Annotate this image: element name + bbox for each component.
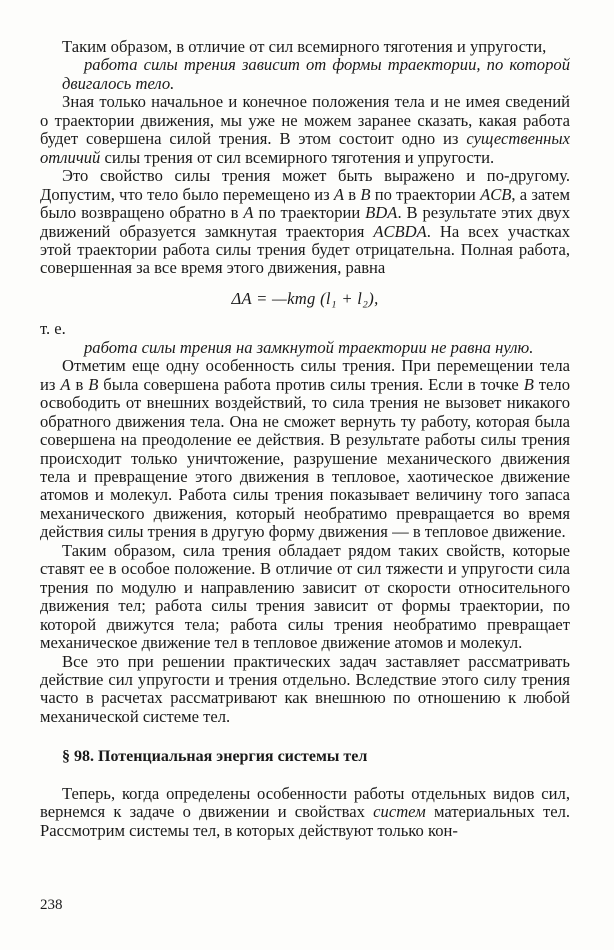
italic-statement-1: работа силы трения зависит от формы траектории, по которой двигалось тело. <box>62 55 570 93</box>
paragraph-3-text-b: в <box>344 184 361 204</box>
point-b: B <box>360 184 371 204</box>
paragraph-6: Таким образом, сила трения обладает рядом таких свойств, которые ставят ее в особое положение. В отличие от сил тяжести и упругости сила трения по модулю и направлению зависит от скорости относительного движения тел; работа силы трения зависит от формы траектории, по которой движутся тела; работа силы трения необратимо превращает механическое движение тел в тепловое движение атомов и молекул. <box>40 540 570 653</box>
trajectory-acbda: ACBDA <box>373 221 427 241</box>
trajectory-bda: BDA <box>365 203 398 223</box>
body-text <box>40 38 570 840</box>
paragraph-5-text-d: тело освободить от внешних воздействий, то сила трения не вызовет никакого обратного движения тела. Она не сможет вернуть ту работу, которая была совершена на преодоление ее действия. В результате работы силы трения происходит только уничтожение, разрушение механического движения тела и превращение этого движения в тепловое, хаотическое движение атомов и молекул. Работа силы трения показывает величину того запаса механического движения, который необратимо превращается во время действия силы трения в другую форму движения — в тепловое движение. <box>40 374 570 542</box>
paragraph-1 <box>40 38 570 56</box>
paragraph-5-text-b: в <box>70 374 89 394</box>
paragraph-8-text-b: материальных тел. Рассмотрим системы тел, в которых действуют только кон- <box>40 802 570 840</box>
paragraph-8-emphasis: систем <box>373 802 426 822</box>
section-heading: § 98. Потенциальная энергия системы тел <box>62 748 368 766</box>
paragraph-3-text-f: . В результате этих двух движений образуется замкнутая траектория <box>40 203 570 241</box>
point-a-2: A <box>243 203 254 223</box>
page-number: 238 <box>40 897 63 913</box>
work-formula: ΔA = —kmg (l₁ + l₂), <box>231 288 379 308</box>
paragraph-2-text-a: Зная только начальное и конечное положения тела и не имея сведений о траектории движения, мы уже не можем заранее сказать, какая работа будет совершена силой трения. В этом состоит одно из <box>40 92 570 149</box>
paragraph-2-text-b: силы трения от сил всемирного тяготения и упругости. <box>100 147 495 167</box>
trajectory-acb: ACB <box>480 184 512 204</box>
paragraph-3-text-e: по траектории <box>253 203 366 223</box>
paragraph-3-text-g: . На всех участках этой траектории работа силы трения будет отрицательна. Полная работа, совершенная за все время этого движения, равна <box>40 221 570 278</box>
paragraph-5 <box>40 357 570 542</box>
paragraph-3-text-a: Это свойство силы трения может быть выражено и по-другому. Допустим, что тело было перемещено из <box>40 166 570 204</box>
paragraph-4: т. е. <box>40 319 66 339</box>
paragraph-2 <box>40 93 570 167</box>
paragraph-2-emphasis: существенных отличий <box>40 129 570 167</box>
paragraph-8 <box>40 785 570 840</box>
point-b-2: B <box>88 374 99 394</box>
point-b-3: B <box>523 374 534 394</box>
paragraph-5-text-a: Отметим еще одну особенность силы трения. При перемещении тела из <box>40 356 570 394</box>
paragraph-3-text-c: по траектории <box>370 184 481 204</box>
paragraph-1-text: Таким образом, в отличие от сил всемирного тяготения и упругости, <box>62 37 547 56</box>
point-a-3: A <box>60 374 71 394</box>
point-a: A <box>333 184 345 204</box>
paragraph-7: Все это при решении практических задач заставляет рассматривать действие сил упругости и трения отдельно. Вследствие этого силу трения часто в расчетах рассматривают как внешнюю по отношению к любой механической системе тел. <box>40 651 570 726</box>
paragraph-3-text-d: , а затем было возвращено обратно в <box>40 184 570 223</box>
paragraph-5-text-c: была совершена работа против силы трения. Если в точке <box>98 374 524 394</box>
italic-statement-2: работа силы трения на замкнутой траектории не равна нулю. <box>84 337 534 357</box>
paragraph-3 <box>40 167 570 278</box>
paragraph-8-text-a: Теперь, когда определены особенности работы отдельных видов сил, вернемся к задаче о движении и свойствах <box>40 783 570 822</box>
